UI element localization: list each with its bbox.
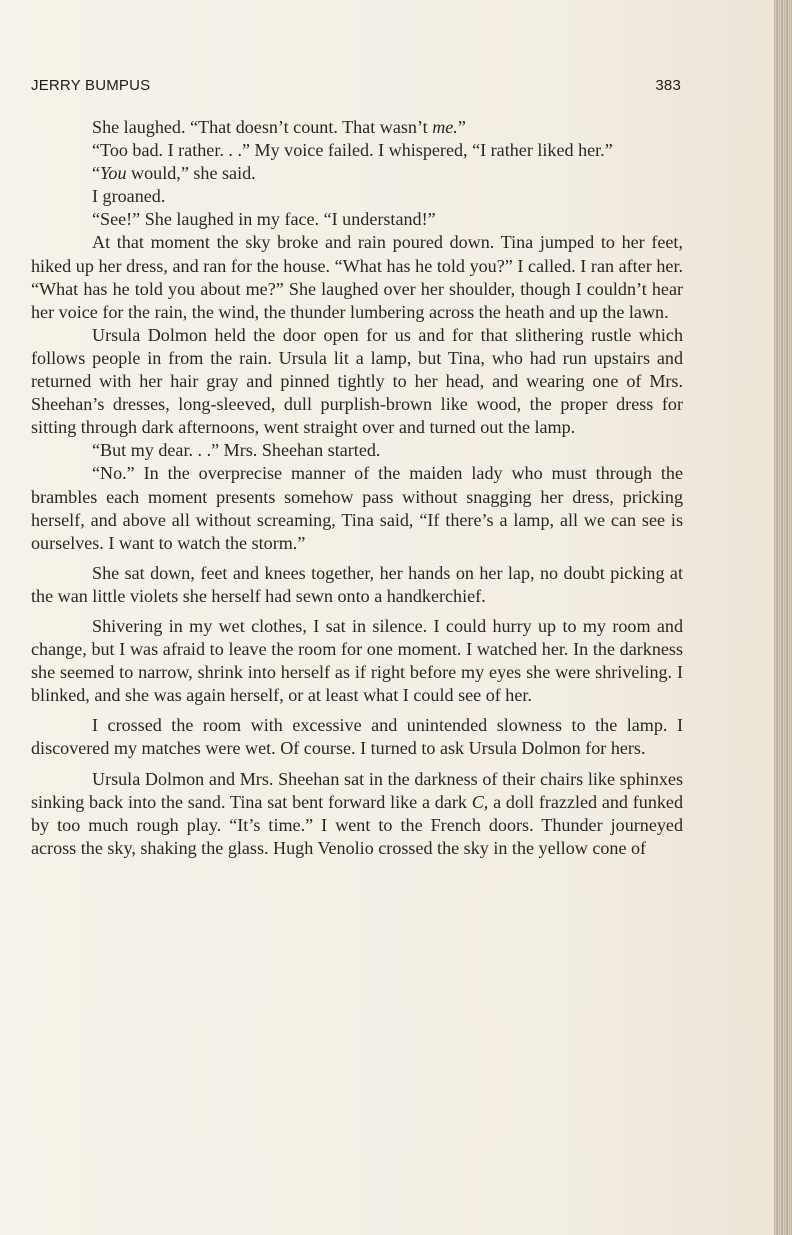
text-run: Ursula Dolmon and Mrs. Sheehan sat in the darkness of their chairs like sphinxes sinking back into the sand. Tina sat bent forward like a dark	[31, 768, 683, 812]
text-run: She sat down, feet and knees together, her hands on her lap, no doubt picking at the wan little violets she herself had sewn onto a handkerchief.	[31, 562, 683, 606]
paragraph	[31, 116, 683, 139]
text-run: I groaned.	[92, 186, 166, 207]
text-run: “No.” In the overprecise manner of the maiden lady who must through the brambles each moment presents somehow pass without snagging her dress, pricking herself, and above all without screaming, Tina said, “If there’s a lamp, all we can see is ourselves. I want to watch the storm.”	[31, 463, 683, 553]
italic-text-run: me.	[432, 117, 458, 137]
paragraph	[31, 562, 683, 608]
paragraph	[31, 139, 683, 162]
paragraph	[31, 162, 683, 185]
text-run: “But my dear. . .” Mrs. Sheehan started.	[92, 440, 381, 461]
text-run: Shivering in my wet clothes, I sat in silence. I could hurry up to my room and change, but I was afraid to leave the room for one moment. I watched her. In the darkness she seemed to narrow, shrink into herself as if right before my eyes she were shriveling. I blinked, and she was again herself, or at least what I could see of her.	[31, 615, 683, 706]
italic-text-run: C,	[471, 791, 489, 812]
paragraph	[31, 462, 683, 554]
body-text	[31, 116, 683, 860]
page-number: 383	[655, 77, 681, 94]
paragraph	[31, 231, 683, 323]
text-run: She laughed. “That doesn’t count. That wasn’t	[92, 117, 433, 137]
text-run: a doll frazzled and funked by too much rough play. “It’s time.” I went to the French doors. Thunder journeyed across the sky, shaking the glass. Hugh Venolio crossed the sky in the yellow cone of	[31, 791, 684, 858]
text-run: “Too bad. I rather. . .” My voice failed. I whispered, “I rather liked her.”	[92, 140, 613, 161]
text-run: ”	[457, 117, 466, 137]
italic-text-run: You	[100, 163, 127, 184]
paragraph	[31, 768, 683, 860]
paragraph	[31, 324, 683, 439]
text-run: I crossed the room with excessive and unintended slowness to the lamp. I discovered my matches were wet. Of course. I turned to ask Ursula Dolmon for hers.	[31, 715, 683, 759]
paragraph	[31, 714, 683, 760]
text-run: Ursula Dolmon held the door open for us and for that slithering rustle which follows people in from the rain. Ursula lit a lamp, but Tina, who had run upstairs and returned with her hair gray and pinned tightly to her head, and wearing one of Mrs. Sheehan’s dresses, long-sleeved, dull purplish-brown like wood, the proper dress for sitting through dark afternoons, went straight over and turned out the lamp.	[31, 324, 683, 438]
text-run: would,” she said.	[126, 163, 256, 184]
text-run: At that moment the sky broke and rain poured down. Tina jumped to her feet, hiked up her dress, and ran for the house. “What has he told you?” I called. I ran after her. “What has he told you about me?” She laughed over her shoulder, though I couldn’t hear her voice for the rain, the wind, the thunder lumbering across the heath and up the lawn.	[31, 232, 683, 322]
running-header	[31, 77, 681, 99]
text-run: “	[92, 163, 101, 184]
paragraph	[31, 615, 683, 707]
paragraph	[31, 439, 683, 462]
paragraph	[31, 185, 683, 208]
paragraph	[31, 208, 683, 231]
book-spine-edge	[774, 0, 792, 1235]
text-run: “See!” She laughed in my face. “I understand!”	[92, 209, 436, 230]
author-header: JERRY BUMPUS	[31, 77, 151, 94]
